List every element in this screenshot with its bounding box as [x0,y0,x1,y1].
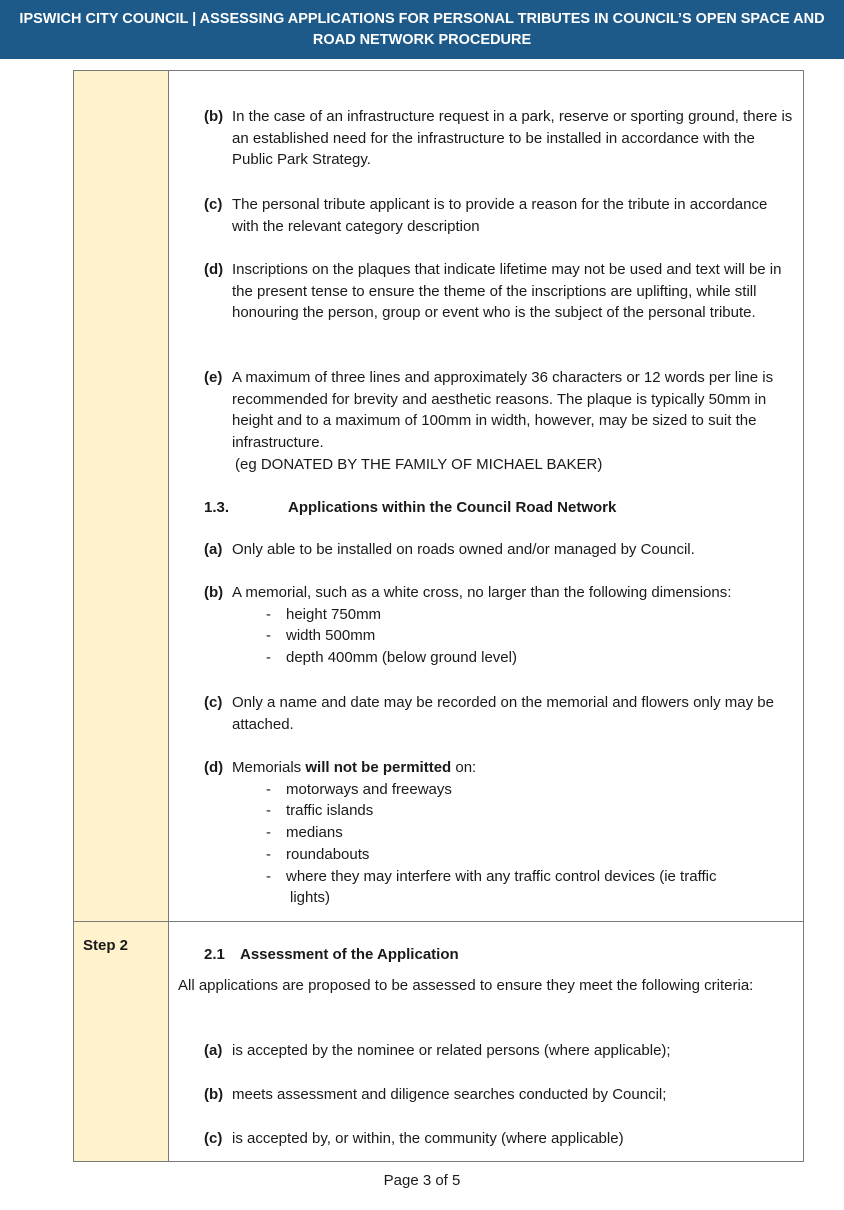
dash-bullet: - [266,627,271,645]
prohibited-location-text: roundabouts [286,845,370,863]
dimension-text: depth 400mm (below ground level) [286,649,517,667]
dash-bullet: - [266,780,271,798]
prohibited-location-text: where they may interfere with any traffic control devices (ie traffic [286,867,717,885]
item-text: A memorial, such as a white cross, no larger than the following dimensions: [232,584,732,601]
item-text: A maximum of three lines and approximately 36 characters or 12 words per line is recommended for brevity and aesthetic reasons. The plaque is typically 50mm in height and to a maximum of 100mm in width, however, may be sized to suit the infrastructure. [232,369,774,452]
item-text: Inscriptions on the plaques that indicate lifetime may not be used and text will be in the present tense to ensure the theme of the inscriptions are uplifting, while still honouring the person, group or event who is the subject of the personal tribute. [232,261,782,322]
step-2-label: Step 2 [83,937,129,954]
dash-bullet: - [266,649,271,667]
list-item [204,259,794,324]
item-text: Only a name and date may be recorded on the memorial and flowers only may be attached. [232,694,774,733]
list-item [204,692,794,735]
item-marker: (a) [204,541,223,558]
procedure-table [73,70,804,1162]
dash-bullet: - [266,605,271,623]
prohibited-location-text: traffic islands [286,802,374,820]
list-item [204,582,794,669]
list-item [204,1040,794,1062]
dimension-text: width 500mm [286,627,376,645]
section-title: Applications within the Council Road Network [288,499,617,516]
item-marker: (b) [204,108,224,125]
item-text: is accepted by, or within, the community (where applicable) [232,1130,624,1147]
item-marker: (c) [204,1130,223,1147]
prohibited-location-text: motorways and freeways [286,780,452,798]
item-text: The personal tribute applicant is to provide a reason for the tribute in accordance with the relevant category description [232,196,768,235]
list-item [204,106,794,171]
dash-bullet: - [266,845,271,863]
section-number: 2.1 [204,946,225,963]
page-number: Page 3 of 5 [383,1172,461,1189]
prohibited-location-item [204,866,794,909]
item-text: meets assessment and diligence searches conducted by Council; [232,1086,667,1103]
dimension-text: height 750mm [286,605,382,623]
dash-bullet: - [266,867,271,885]
section-heading [204,944,459,966]
dimension-item [204,625,794,647]
item-text-bold: will not be permitted [305,759,452,776]
prohibited-location-item [204,800,794,822]
item-marker: (b) [204,584,224,601]
section-title: Assessment of the Application [240,946,459,963]
prohibited-location-item [204,779,794,801]
section-number: 1.3. [204,499,230,516]
item-text: Only able to be installed on roads owned and/or managed by Council. [232,541,695,558]
dimension-item [204,604,794,626]
prohibited-location-text: medians [286,824,343,842]
list-item [204,757,794,909]
item-marker: (c) [204,196,223,213]
item-marker: (b) [204,1086,224,1103]
procedure-content [74,71,803,1161]
dimension-list [204,604,794,669]
item-text: is accepted by the nominee or related persons (where applicable); [232,1042,671,1059]
item-marker: (a) [204,1042,223,1059]
item-marker: (d) [204,261,224,278]
item-text [232,757,794,779]
list-item [204,194,794,237]
item-marker: (d) [204,759,224,776]
list-item [204,367,794,476]
prohibited-location-item [204,822,794,844]
list-item [204,1084,794,1106]
item-text-pre: Memorials [232,759,306,776]
item-marker: (e) [204,369,223,386]
section-heading [204,497,616,519]
dash-bullet: - [266,824,271,842]
list-item [204,539,794,561]
dash-bullet: - [266,802,271,820]
item-text: In the case of an infrastructure request in a park, reserve or sporting ground, there is an established need for the infrastructure to be installed in accordance with the Public Park Strategy. [232,108,793,169]
item-example: (eg DONATED BY THE FAMILY OF MICHAEL BAKER) [235,455,603,473]
document-header [0,0,844,59]
intro-paragraph: All applications are proposed to be assessed to ensure they meet the following criteria: [178,977,754,994]
item-text-post: on: [451,759,477,776]
item-marker: (c) [204,694,223,711]
list-item [204,1128,794,1150]
dimension-item [204,647,794,669]
prohibited-location-item [204,844,794,866]
prohibited-location-list [204,779,794,909]
prohibited-location-text-cont: lights) [290,889,331,907]
header-title-line1: IPSWICH CITY COUNCIL | ASSESSING APPLICATIONS FOR PERSONAL TRIBUTES IN COUNCIL’S OPEN SPACE AND [19,11,825,27]
header-title-line2: ROAD NETWORK PROCEDURE [312,32,532,48]
